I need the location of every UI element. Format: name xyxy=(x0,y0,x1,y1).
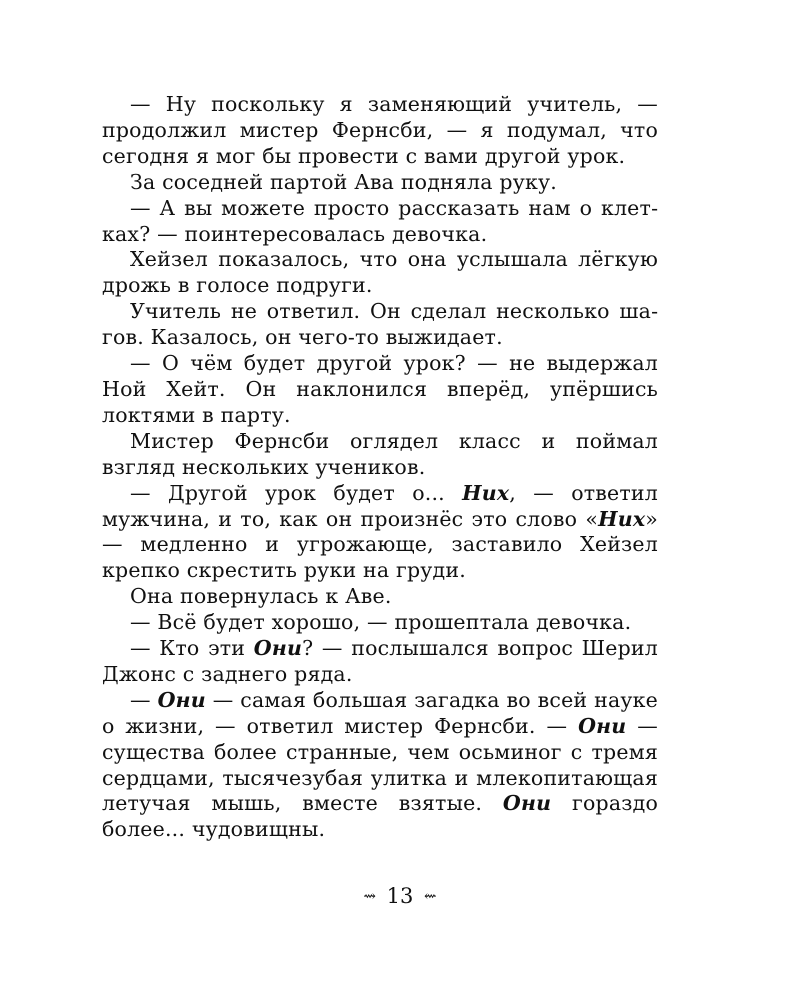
text-run: — Ну поскольку я заменяющий учитель, — продолжил мистер Фернсби, — я подумал, что сегодня я мог бы провести с вами другой урок. xyxy=(102,92,658,168)
emphasized-text: Они xyxy=(578,713,627,738)
text-run: , — ответил мужчина, и то, как он произнёс это слово « xyxy=(102,480,658,531)
text-run: — Другой урок будет о... xyxy=(130,480,463,505)
paragraph xyxy=(102,610,658,636)
page-number-footer xyxy=(0,884,800,908)
paragraph xyxy=(102,351,658,429)
body-text xyxy=(102,92,658,843)
paragraph xyxy=(102,299,658,351)
text-run: — О чём будет другой урок? — не выдержал Ной Хейт. Он наклонился вперёд, упёршись локтями в парту. xyxy=(102,351,658,427)
text-run: ? — послышался вопрос Шерил Джонс с заднего ряда. xyxy=(102,636,658,686)
emphasized-text: Них xyxy=(462,480,510,505)
text-run: — xyxy=(130,687,158,712)
text-run: » — медленно и угрожающе, заставило Хейзел крепко скрестить руки на груди. xyxy=(102,506,658,583)
page-number: 13 xyxy=(386,884,414,908)
text-run: — А вы можете просто рассказать нам о клетках? — поинтересовалась девочка. xyxy=(102,195,658,246)
text-run: гораздо более... чудовищны. xyxy=(102,791,658,842)
text-run: За соседней партой Ава подняла руку. xyxy=(130,169,557,194)
emphasized-text: Они xyxy=(502,791,552,816)
right-ornament-icon: ⇜ xyxy=(424,887,437,905)
text-run: — существа более странные, чем осьминог с тремя сердцами, тысячезубая улитка и млекопитающая летучая мышь, вместе взятые. xyxy=(102,713,658,816)
left-ornament-icon: ⇝ xyxy=(363,887,376,905)
paragraph xyxy=(102,636,658,688)
emphasized-text: Они xyxy=(157,687,206,712)
paragraph xyxy=(102,196,658,248)
paragraph xyxy=(102,481,658,585)
emphasized-text: Они xyxy=(253,636,303,661)
paragraph xyxy=(102,584,658,610)
text-run: Учитель не ответил. Он сделал несколько шагов. Казалось, он чего-то выжидает. xyxy=(102,299,658,350)
emphasized-text: Них xyxy=(598,506,646,531)
text-run: Мистер Фернсби оглядел класс и поймал взгляд нескольких учеников. xyxy=(102,428,658,479)
text-run: Она повернулась к Аве. xyxy=(130,584,392,609)
text-run: — Кто эти xyxy=(130,636,254,661)
paragraph xyxy=(102,688,658,843)
paragraph xyxy=(102,170,658,196)
paragraph xyxy=(102,247,658,299)
text-run: — Всё будет хорошо, — прошептала девочка. xyxy=(130,610,632,635)
text-run: — самая большая загадка во всей науке о жизни, — ответил мистер Фернсби. — xyxy=(102,687,659,738)
paragraph xyxy=(102,92,658,170)
text-run: Хейзел показалось, что она услышала лёгкую дрожь в голосе подруги. xyxy=(102,247,658,298)
paragraph xyxy=(102,429,658,481)
